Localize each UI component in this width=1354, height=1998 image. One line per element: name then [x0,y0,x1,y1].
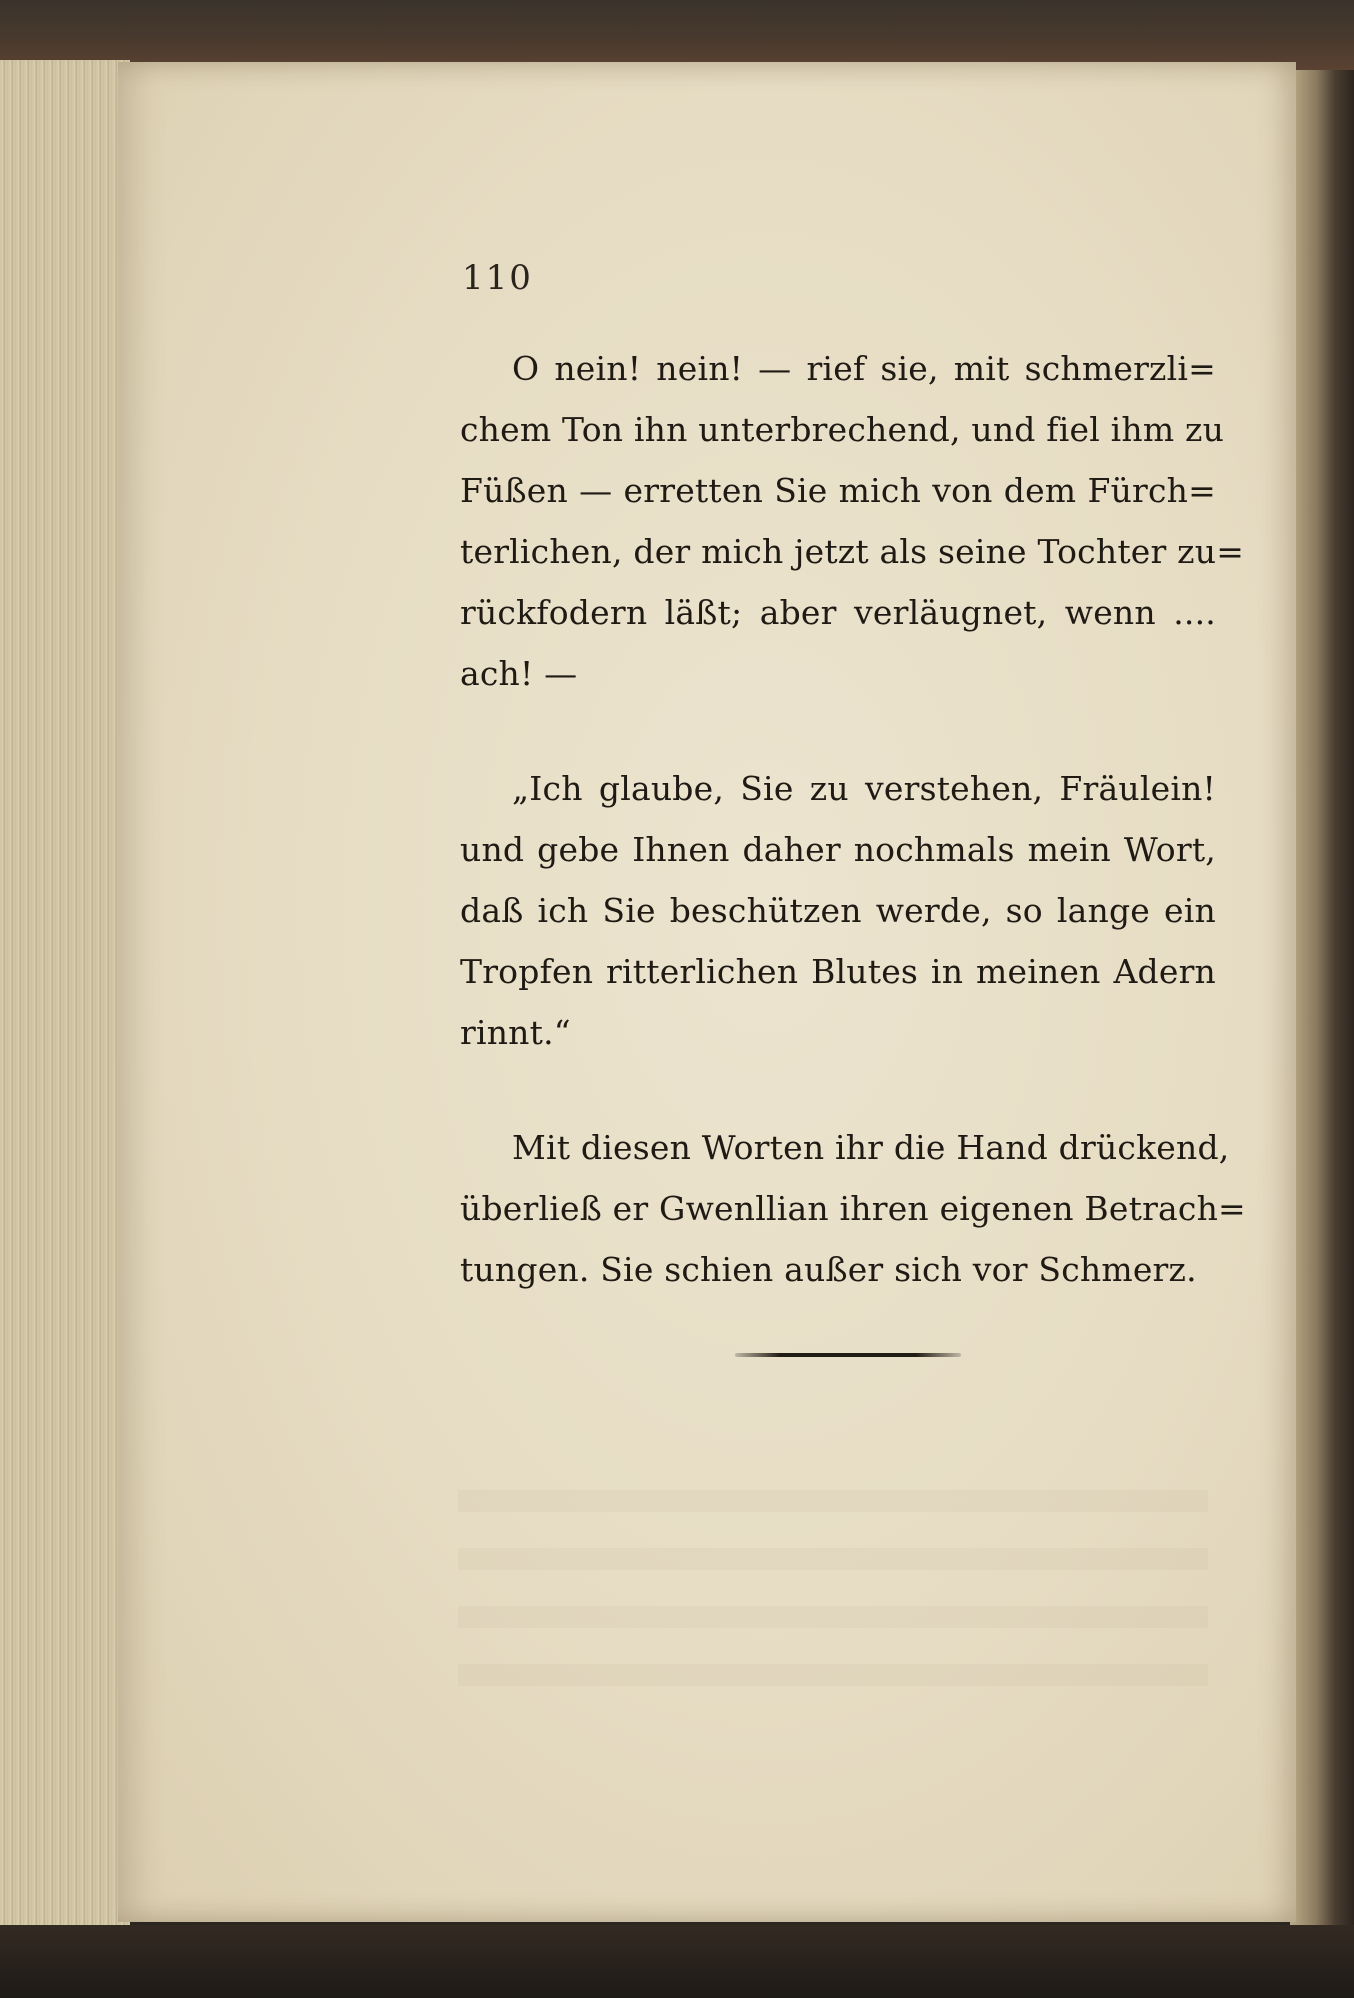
text-line: rinnt.“ [460,1013,571,1052]
text-line: rückfodern läßt; aber verläugnet, wenn .... [460,593,1216,632]
text-line: „Ich glaube, Sie zu verstehen, Fräulein! [512,769,1216,808]
text-line: Füßen — erretten Sie mich von dem Fürch= [460,471,1216,510]
text-line: tungen. Sie schien außer sich vor Schmerz. [460,1250,1197,1289]
bleed-through-shadow [458,1490,1208,1700]
text-line: O nein! nein! — rief sie, mit schmerzli= [512,349,1216,388]
text-line: Mit diesen Worten ihr die Hand drückend, [512,1128,1230,1167]
text-line: chem Ton ihn unterbrechend, und fiel ihm zu [460,410,1225,449]
text-line: überließ er Gwenllian ihren eigenen Betrach= [460,1189,1246,1228]
paragraph-1 [460,338,1245,704]
page-number: 110 [462,258,533,298]
section-end-rule [735,1353,961,1357]
book-cover-top [0,0,1354,70]
page-edge-right [1290,70,1354,1940]
book-cover-bottom [0,1925,1354,1998]
text-line: terlichen, der mich jetzt als seine Tochter zu= [460,532,1245,571]
text-line: Tropfen ritterlichen Blutes in meinen Adern [460,952,1216,991]
text-line: daß ich Sie beschützen werde, so lange ein [460,891,1216,930]
page-edges-left [0,60,130,1940]
text-line: und gebe Ihnen daher nochmals mein Wort, [460,830,1216,869]
page-text [460,338,1246,1300]
text-line: ach! — [460,654,578,693]
paragraph-3 [460,1117,1246,1300]
paragraph-2 [460,758,1216,1063]
